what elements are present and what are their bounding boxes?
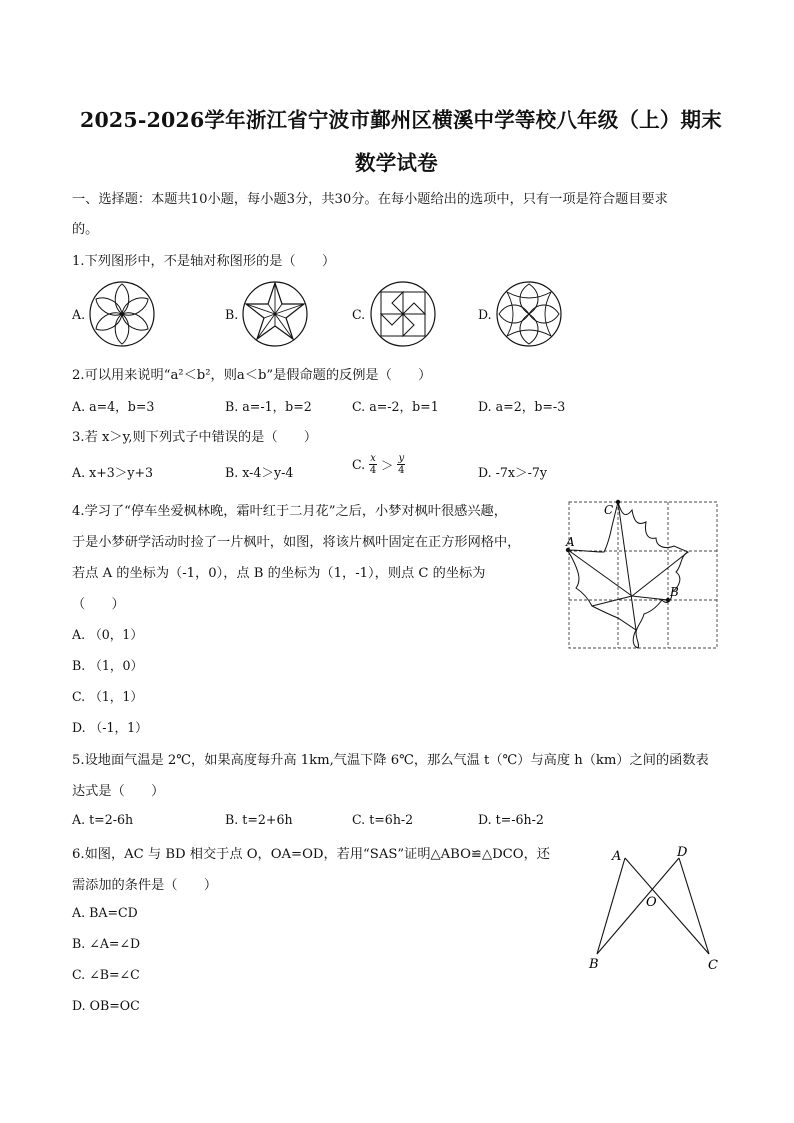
section-heading-line1: 一、选择题：本题共10小题，每小题3分，共30分。在每小题给出的选项中，只有一项是符合题目要求 (72, 192, 668, 207)
q5-option-d: D. t=-6h-2 (478, 812, 544, 827)
section-heading-line2: 的。 (72, 222, 99, 237)
exam-title-line2: 数学试卷 (355, 151, 438, 175)
q2-option-b: B. a=-1，b=2 (225, 399, 312, 414)
question-4-stem-line2: 于是小梦研学活动时捡了一片枫叶，如图，将该片枫叶固定在正方形网格中， (72, 535, 521, 550)
question-5-stem-line2: 达式是（ ） (72, 784, 165, 799)
q6-option-a: A. BA=CD (72, 905, 138, 920)
q5-option-b: B. t=2+6h (225, 812, 293, 827)
triangle-label-o: O (646, 895, 657, 910)
q3-fraction-left-num: x (370, 453, 376, 464)
q6-option-d: D. OB=OC (72, 998, 140, 1013)
q3-fraction-right-den: 4 (398, 465, 405, 476)
bowtie-triangle-figure (585, 842, 725, 974)
question-2-stem: 2.可以用来说明“a²＜b²，则a＜b”是假命题的反例是（ ） (72, 368, 432, 383)
q2-option-d: D. a=2，b=-3 (478, 399, 566, 414)
q1-option-c-label: C. (352, 307, 366, 322)
q3-option-a: A. x+3＞y+3 (72, 465, 154, 480)
q4-option-c: C. （1，1） (72, 689, 143, 704)
q5-option-a: A. t=2-6h (72, 812, 134, 827)
question-6-stem-line2: 需添加的条件是（ ） (72, 878, 218, 893)
triangle-label-d: D (677, 845, 688, 860)
maple-leaf-grid-figure (560, 496, 726, 656)
exam-title-line1: 2025-2026学年浙江省宁波市鄞州区横溪中学等校八年级（上）期末 (80, 108, 722, 132)
q2-option-a: A. a=4，b=3 (72, 399, 155, 414)
triangle-label-b: B (589, 957, 599, 972)
flower-figure-a (88, 280, 156, 348)
q3-fraction-left-den: 4 (369, 465, 377, 476)
q4-option-a: A. （0，1） (72, 627, 143, 642)
q4-option-d: D. （-1，1） (72, 720, 148, 735)
q1-option-d-label: D. (478, 307, 492, 322)
leaf-label-c: C (604, 503, 614, 517)
pinwheel-figure-c (369, 280, 437, 348)
question-3-stem: 3.若 x＞y,则下列式子中错误的是（ ） (72, 430, 318, 445)
question-6-stem-line1: 6.如图，AC 与 BD 相交于点 O，OA=OD，若用“SAS”证明△ABO≌△DCO，还 (72, 847, 550, 862)
q3-option-c (352, 453, 405, 476)
q3-fraction-right-num: y (398, 453, 405, 464)
four-petal-figure-d (495, 280, 563, 348)
question-5-stem-line1: 5.设地面气温是 2℃，如果高度每升高 1km,气温下降 6℃，那么气温 t（℃）与高度 h（km）之间的函数表 (72, 753, 709, 768)
leaf-label-b: B (670, 585, 679, 599)
question-4-stem-line4: （ ） (72, 597, 125, 612)
star-figure-b (241, 280, 309, 348)
q4-option-b: B. （1，0） (72, 658, 144, 673)
q3-fraction-op: ＞ (380, 458, 394, 473)
q6-option-b: B. ∠A=∠D (72, 936, 141, 951)
q3-option-b: B. x-4＞y-4 (225, 465, 294, 480)
q1-option-a-label: A. (72, 307, 86, 322)
leaf-label-a: A (566, 535, 575, 549)
q5-option-c: C. t=6h-2 (352, 812, 414, 827)
question-4-stem-line3: 若点 A 的坐标为（-1，0），点 B 的坐标为（1，-1），则点 C 的坐标为 (72, 566, 486, 581)
q3-fraction-left (369, 453, 377, 476)
triangle-label-a: A (612, 849, 622, 864)
question-1-stem: 1.下列图形中，不是轴对称图形的是（ ） (72, 254, 336, 269)
q6-option-c: C. ∠B=∠C (72, 967, 140, 982)
q2-option-c: C. a=-2，b=1 (352, 399, 439, 414)
triangle-label-c: C (708, 958, 718, 973)
q3-option-d: D. -7x＞-7y (478, 465, 548, 480)
q1-option-b-label: B. (225, 307, 239, 322)
q3-fraction-right (397, 453, 405, 476)
q3-option-c-label: C. (352, 457, 366, 472)
question-4-stem-line1: 4.学习了“停车坐爱枫林晚，霜叶红于二月花”之后，小梦对枫叶很感兴趣， (72, 504, 507, 519)
